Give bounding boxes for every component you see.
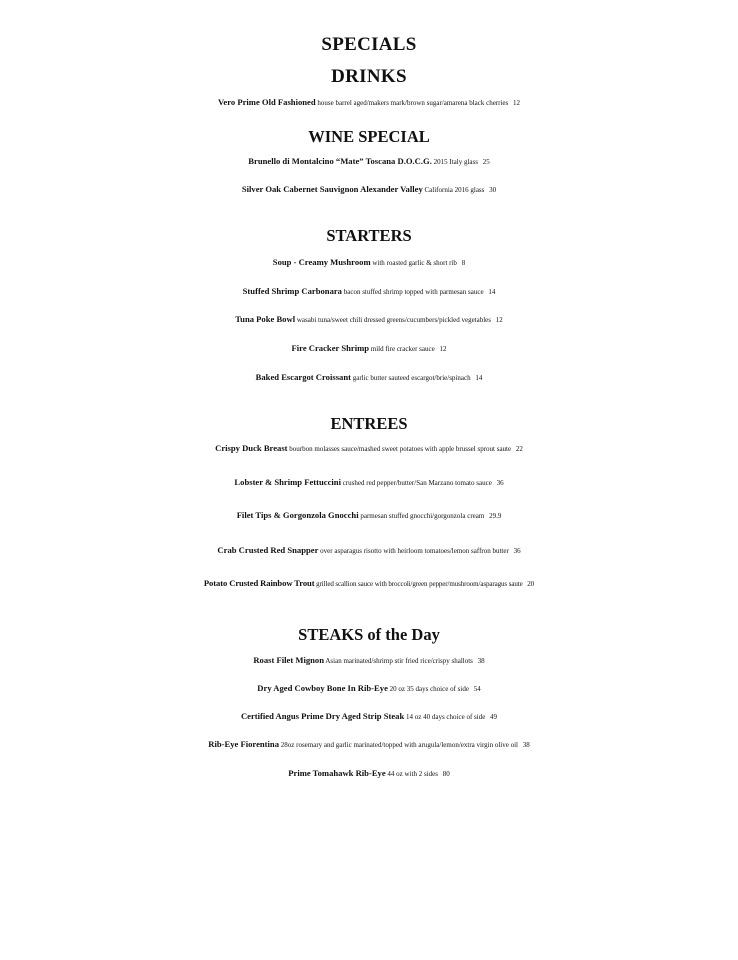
item-price: 20: [527, 580, 535, 588]
item-name: Fire Cracker Shrimp: [291, 343, 370, 353]
menu-item: [0, 314, 738, 324]
item-description: grilled scallion sauce with broccoli/green pepper/mushroom/asparagus saute: [316, 580, 523, 588]
section-heading-steaks: STEAKS of the Day: [298, 625, 440, 644]
item-name: Baked Escargot Croissant: [255, 372, 351, 382]
section-heading-entrees: ENTREES: [330, 414, 408, 433]
item-price: 49: [490, 713, 498, 721]
item-name: Vero Prime Old Fashioned: [218, 97, 316, 107]
menu-item: [0, 655, 738, 665]
item-name: Certified Angus Prime Dry Aged Strip Steak: [240, 711, 405, 721]
item-name: Brunello di Montalcino “Mate” Toscana D.O.C.G.: [248, 156, 432, 166]
menu-item: [0, 545, 738, 555]
item-description: parmesan stuffed gnocchi/gorgonzola cream: [360, 512, 485, 520]
item-name: Potato Crusted Rainbow Trout: [203, 578, 315, 588]
item-price: 38: [522, 741, 530, 749]
menu-item: [0, 510, 738, 520]
menu-item: [0, 477, 738, 487]
item-name: Tuna Poke Bowl: [235, 314, 296, 324]
menu-item: [0, 768, 738, 778]
item-name: Stuffed Shrimp Carbonara: [242, 286, 342, 296]
item-name: Prime Tomahawk Rib-Eye: [288, 768, 386, 778]
item-name: Crispy Duck Breast: [215, 443, 288, 453]
item-price: 38: [477, 657, 485, 665]
item-description: mild fire cracker sauce: [370, 345, 435, 353]
item-price: 29.9: [489, 512, 502, 520]
item-description: bacon stuffed shrimp topped with parmesan sauce: [343, 288, 484, 296]
item-description: Asian marinated/shrimp stir fried rice/crispy shallots: [325, 657, 473, 665]
item-name: Soup - Creamy Mushroom: [272, 257, 371, 267]
item-price: 36: [513, 547, 521, 555]
item-price: 54: [473, 685, 481, 693]
item-name: Roast Filet Mignon: [253, 655, 324, 665]
item-price: 30: [489, 186, 497, 194]
item-price: 12: [495, 316, 503, 324]
item-description: with roasted garlic & short rib: [372, 259, 457, 267]
menu-item: [0, 372, 738, 382]
section-heading-wine: WINE SPECIAL: [308, 127, 430, 146]
menu-item: [0, 156, 738, 166]
menu-item: [0, 343, 738, 353]
item-name: Lobster & Shrimp Fettuccini: [234, 477, 341, 487]
item-name: Dry Aged Cowboy Bone In Rib-Eye: [257, 683, 388, 693]
item-price: 12: [513, 99, 520, 107]
item-description: garlic butter sauteed escargot/brie/spinach: [352, 374, 471, 382]
item-description: wasabi tuna/sweet chili dressed greens/cucumbers/pickled vegetables: [296, 316, 492, 324]
item-description: 2015 Italy glass: [433, 158, 478, 166]
item-description: crushed red pepper/butter/San Marzano tomato sauce: [342, 479, 492, 487]
item-description: over asparagus risotto with heirloom tomatoes/lemon saffron butter: [320, 547, 509, 555]
item-price: 14: [475, 374, 483, 382]
item-price: 12: [439, 345, 447, 353]
item-description: house barrel aged/makers mark/brown sugar/amarena black cherries: [317, 99, 509, 107]
menu-item: [0, 739, 738, 749]
menu-item: [0, 184, 738, 194]
item-description: 20 oz 35 days choice of side: [389, 685, 469, 693]
item-price: 25: [482, 158, 490, 166]
item-price: 36: [496, 479, 504, 487]
item-name: Silver Oak Cabernet Sauvignon Alexander Valley: [241, 184, 423, 194]
item-name: Filet Tips & Gorgonzola Gnocchi: [236, 510, 359, 520]
section-heading-drinks: DRINKS: [331, 66, 407, 87]
item-description: 28oz rosemary and garlic marinated/topped with arugula/lemon/extra virgin olive oil: [280, 741, 518, 749]
menu-item: [0, 257, 738, 267]
menu-item: [0, 683, 738, 693]
item-price: 22: [515, 445, 523, 453]
item-description: bourbon molasses sauce/mashed sweet potatoes with apple brussel sprout saute: [289, 445, 512, 453]
item-price: 8: [461, 259, 466, 267]
item-description: 44 oz with 2 sides: [387, 770, 438, 778]
item-name: Crab Crusted Red Snapper: [217, 545, 319, 555]
item-description: 14 oz 40 days choice of side: [405, 713, 486, 721]
item-description: California 2016 glass: [424, 186, 485, 194]
menu-item: [0, 97, 738, 107]
menu-item: [0, 286, 738, 296]
section-heading-starters: STARTERS: [326, 226, 412, 245]
menu-item: [0, 578, 738, 588]
item-price: 80: [442, 770, 450, 778]
item-price: 14: [488, 288, 496, 296]
page-title: SPECIALS: [321, 34, 417, 55]
menu-item: [0, 711, 738, 721]
item-name: Rib-Eye Fiorentina: [208, 739, 280, 749]
menu-item: [0, 443, 738, 453]
